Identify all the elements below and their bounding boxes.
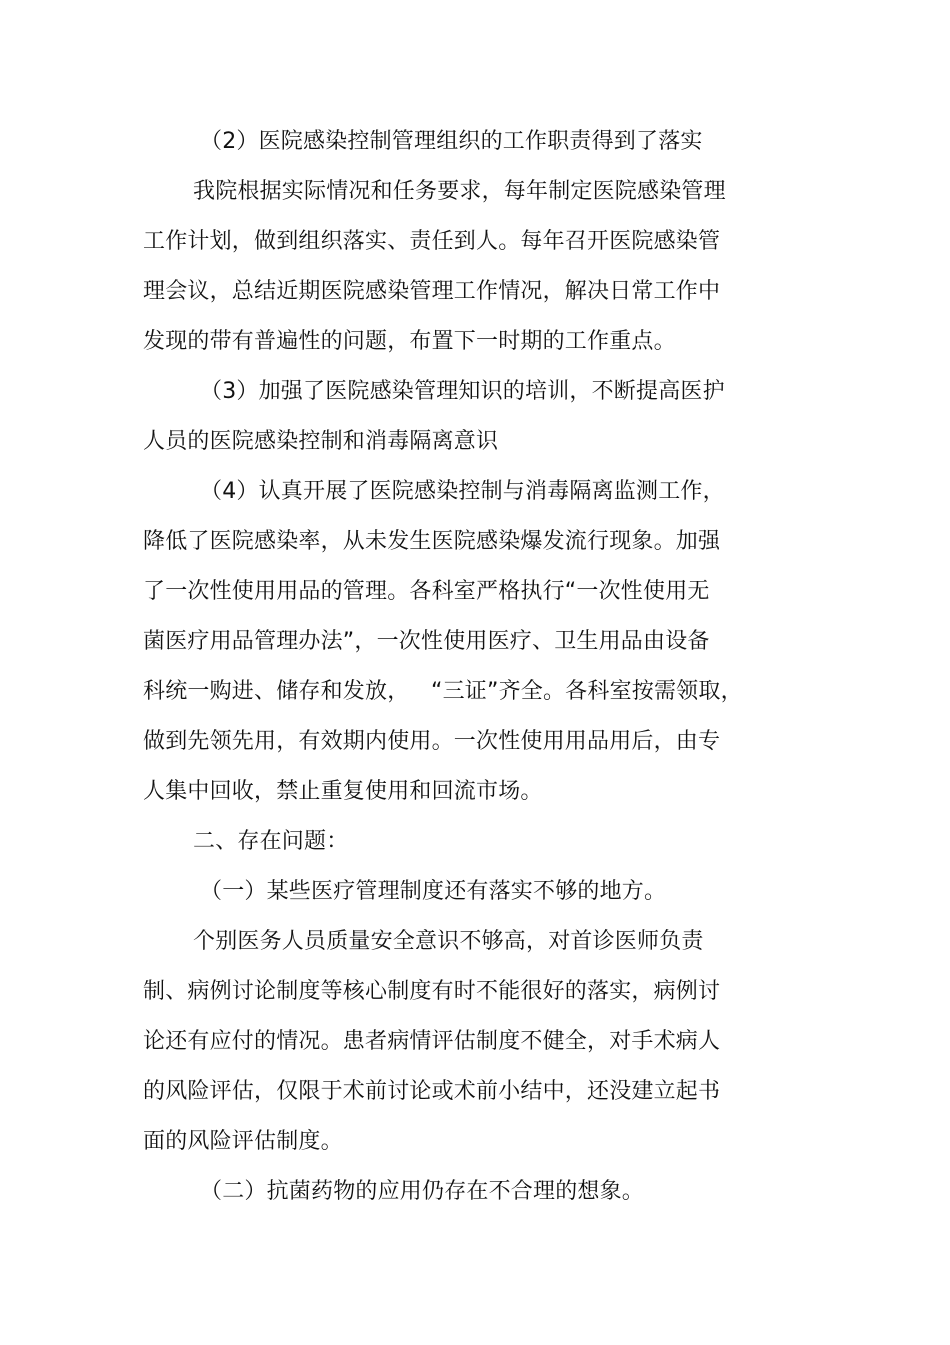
paragraph-heading-4: （4）认真开展了医院感染控制与消毒隔离监测工作，: [200, 479, 725, 504]
paragraph-line: 人员的医院感染控制和消毒隔离意识: [143, 429, 499, 454]
paragraph-line: 面的风险评估制度。: [143, 1129, 343, 1154]
paragraph-line: 降低了医院感染率，从未发生医院感染爆发流行现象。加强: [143, 529, 721, 554]
subsection-heading-2: （二）抗菌药物的应用仍存在不合理的想象。: [200, 1179, 645, 1204]
paragraph-line: 科统一购进、储存和发放， “三证”齐全。各科室按需领取，: [143, 679, 743, 704]
paragraph-line: 制、病例讨论制度等核心制度有时不能很好的落实，病例讨: [143, 979, 721, 1004]
paragraph-line: 我院根据实际情况和任务要求，每年制定医院感染管理: [193, 179, 726, 204]
section-heading-problems: 二、存在问题：: [193, 829, 349, 854]
paragraph-line: 发现的带有普遍性的问题，布置下一时期的工作重点。: [143, 329, 676, 354]
paragraph-line: 菌医疗用品管理办法”，一次性使用医疗、卫生用品由设备: [143, 629, 710, 654]
paragraph-line: 论还有应付的情况。患者病情评估制度不健全，对手术病人: [143, 1029, 721, 1054]
paragraph-heading-3: （3）加强了医院感染管理知识的培训，不断提高医护: [200, 379, 725, 404]
paragraph-line: 人集中回收，禁止重复使用和回流市场。: [143, 779, 543, 804]
paragraph-line: 个别医务人员质量安全意识不够高，对首诊医师负责: [193, 929, 704, 954]
paragraph-line: 了一次性使用用品的管理。各科室严格执行“一次性使用无: [143, 579, 710, 604]
paragraph-line: 做到先领先用，有效期内使用。一次性使用用品用后，由专: [143, 729, 721, 754]
paragraph-line: 工作计划，做到组织落实、责任到人。每年召开医院感染管: [143, 229, 721, 254]
paragraph-heading-2: （2）医院感染控制管理组织的工作职责得到了落实: [200, 129, 703, 154]
paragraph-line: 的风险评估，仅限于术前讨论或术前小结中，还没建立起书: [143, 1079, 721, 1104]
paragraph-line: 理会议，总结近期医院感染管理工作情况，解决日常工作中: [143, 279, 721, 304]
subsection-heading-1: （一）某些医疗管理制度还有落实不够的地方。: [200, 879, 667, 904]
